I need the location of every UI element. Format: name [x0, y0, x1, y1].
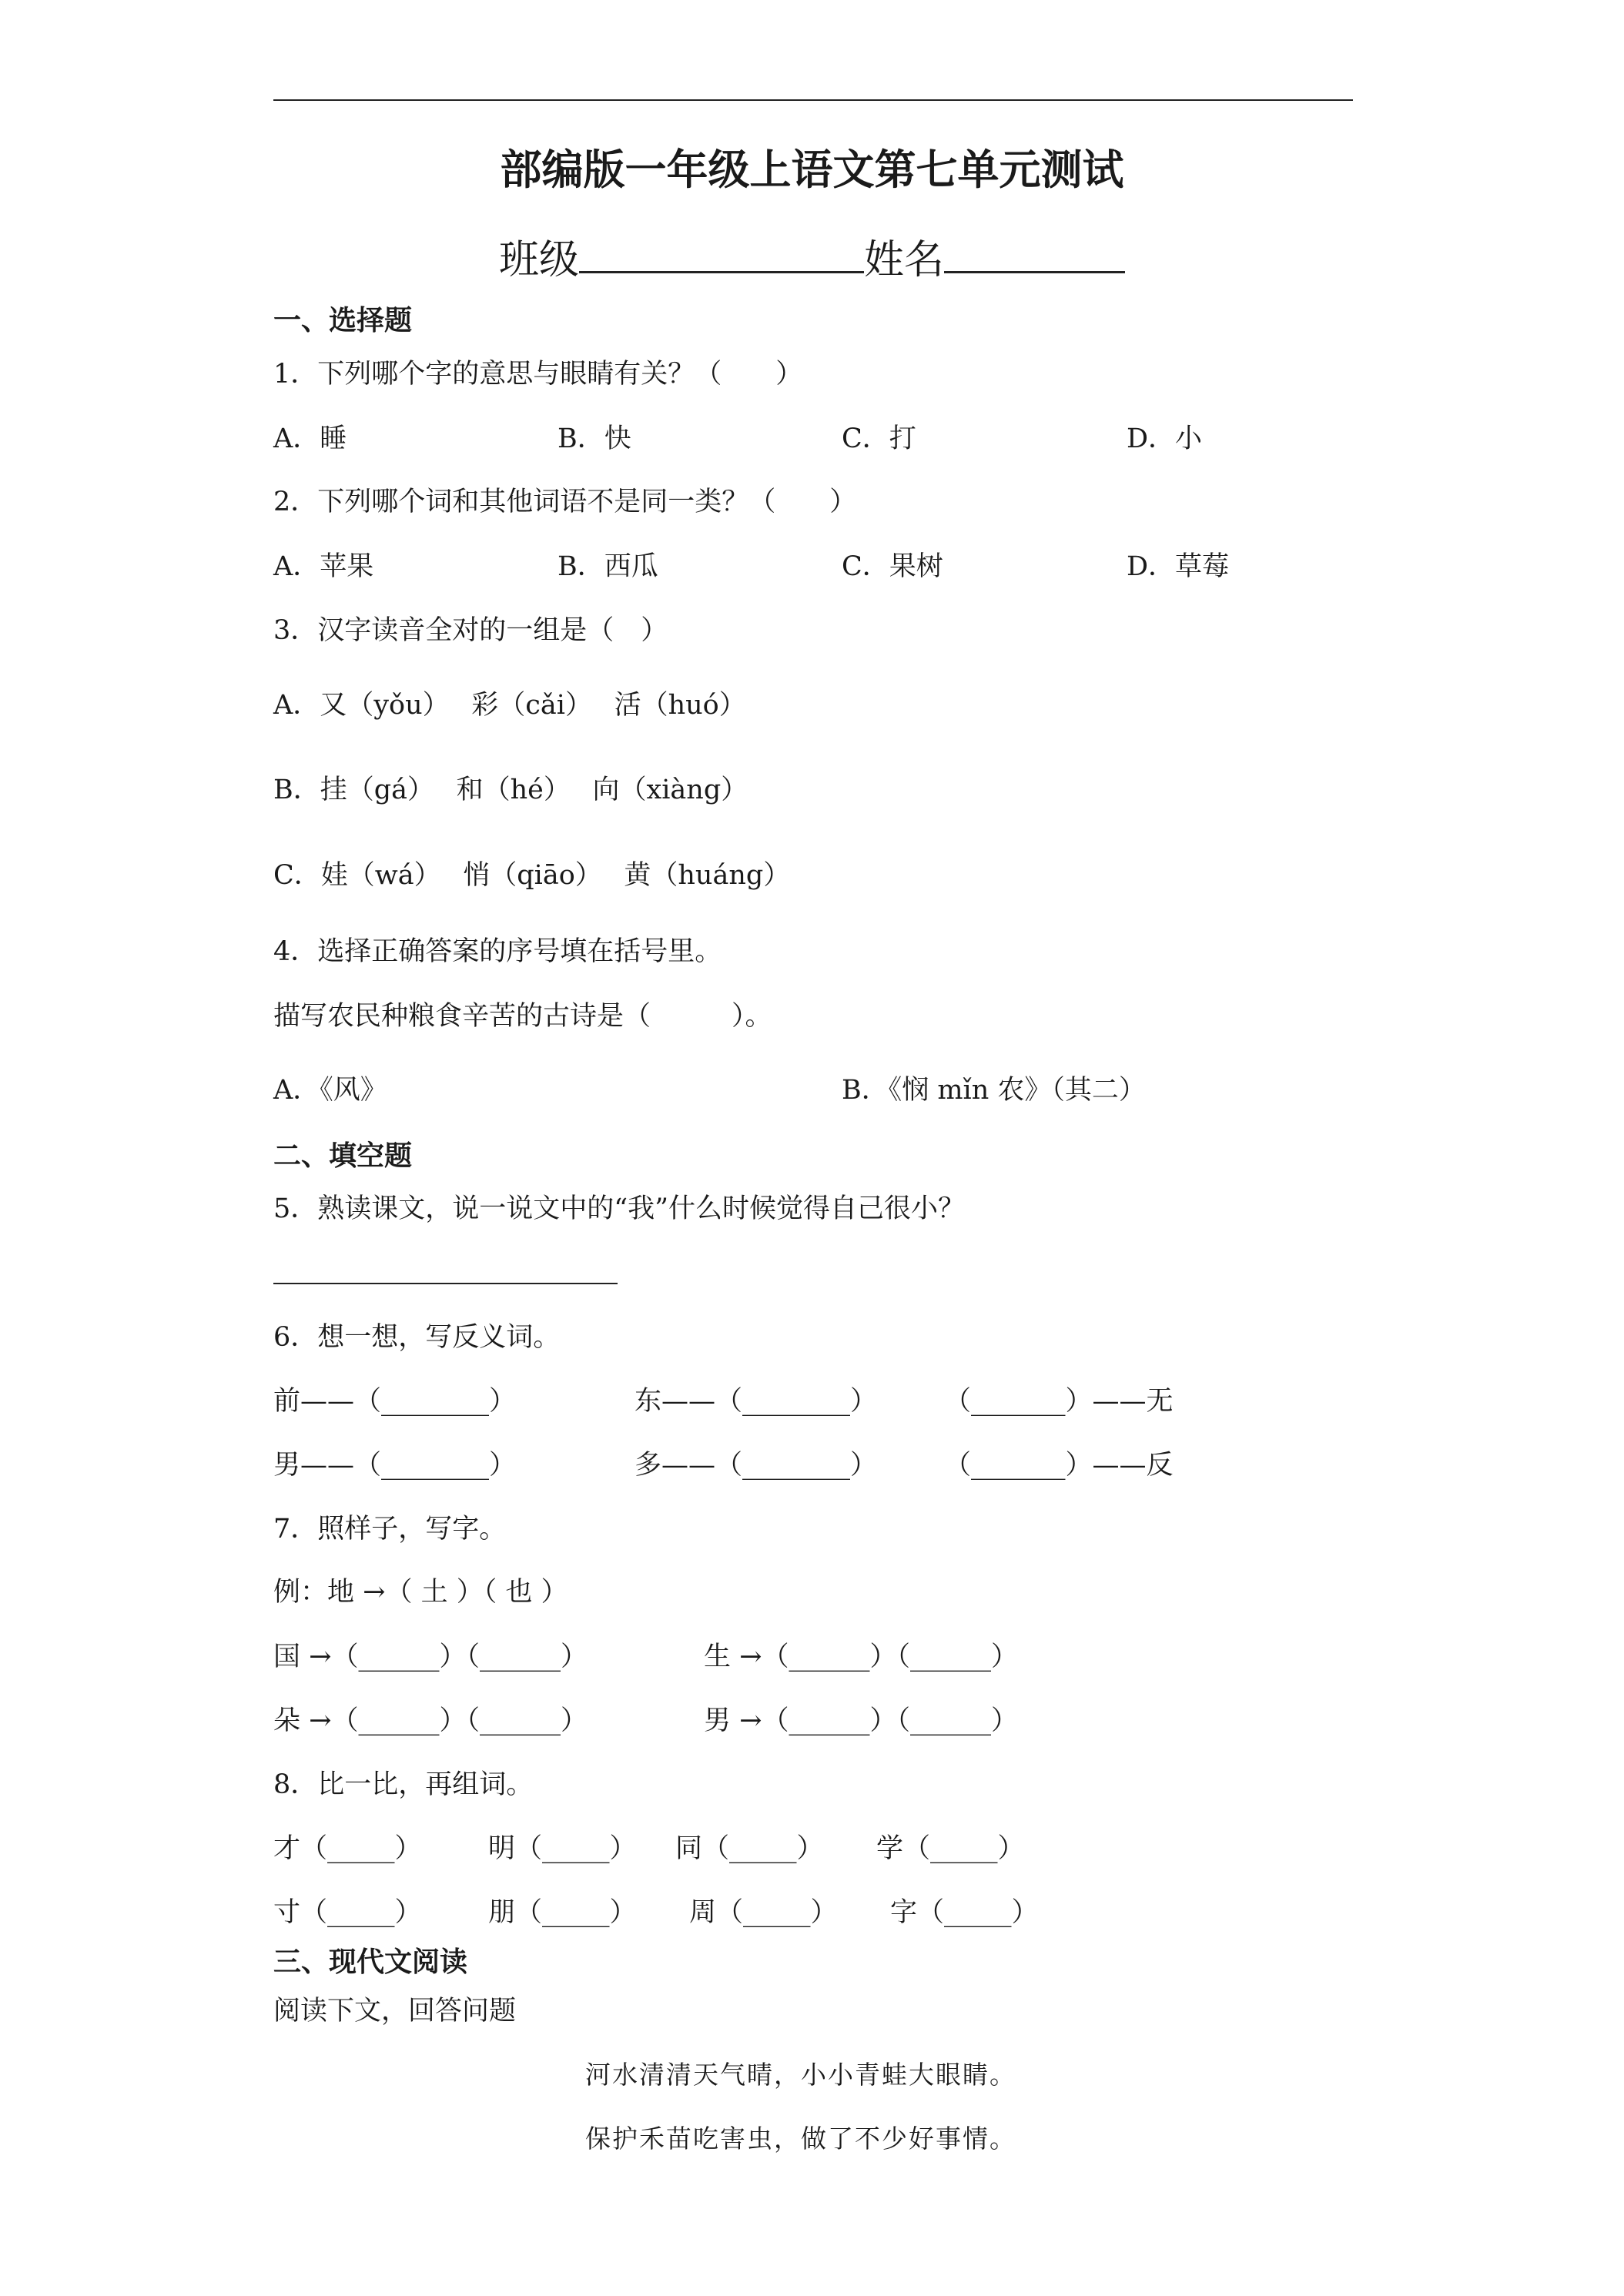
name-blank[interactable]	[944, 236, 1125, 273]
q6-row1-col3[interactable]: （_______）——无	[944, 1386, 1174, 1417]
section-choice: 一、选择题	[273, 305, 413, 336]
class-blank[interactable]	[579, 236, 864, 273]
reading-intro: 阅读下文，回答问题	[273, 1996, 517, 2027]
q3-option-c[interactable]: C．娃（wá） 悄（qiāo） 黄（huáng）	[273, 860, 791, 891]
q2-stem: 2．下列哪个词和其他词语不是同一类？（ ）	[273, 487, 857, 517]
q7-row1-col2[interactable]: 生 →（______）（______）	[704, 1642, 1018, 1672]
q8-r2-item[interactable]: 周（_____）	[689, 1897, 838, 1928]
q7-example: 例：地 →（ 土 ）（ 也 ）	[273, 1577, 568, 1608]
q6-row1-col1[interactable]: 前——（________）	[273, 1386, 517, 1417]
q6-row1-col2[interactable]: 东——（________）	[635, 1386, 878, 1417]
q8-r1-item[interactable]: 明（_____）	[488, 1833, 637, 1864]
q8-r1-item[interactable]: 才（_____）	[273, 1833, 422, 1864]
q6-stem: 6．想一想，写反义词。	[273, 1322, 561, 1353]
q1-option-c[interactable]: C．打	[842, 423, 916, 454]
q2-option-d[interactable]: D．草莓	[1127, 551, 1230, 582]
q7-row2-col2[interactable]: 男 →（______）（______）	[704, 1705, 1018, 1736]
q7-stem: 7．照样子，写字。	[273, 1514, 507, 1545]
q3-option-a[interactable]: A．又（yǒu） 彩（cǎi） 活（huó）	[273, 690, 746, 721]
q6-row2-col3[interactable]: （_______）——反	[944, 1450, 1174, 1481]
q1-option-a[interactable]: A．睡	[273, 423, 347, 454]
class-name-line	[0, 227, 1624, 285]
q1-option-d[interactable]: D．小	[1127, 423, 1203, 454]
poem-line-2: 保护禾苗吃害虫，做了不少好事情。	[585, 2124, 1016, 2154]
q8-r2-item[interactable]: 寸（_____）	[273, 1897, 422, 1928]
q8-stem: 8．比一比，再组词。	[273, 1769, 534, 1800]
q8-r1-item[interactable]: 学（_____）	[876, 1833, 1025, 1864]
q6-row2-col2[interactable]: 多——（________）	[635, 1450, 878, 1481]
class-label: 班级	[498, 237, 579, 283]
q8-r2-item[interactable]: 朋（_____）	[488, 1897, 637, 1928]
section-fill: 二、填空题	[273, 1140, 413, 1172]
q1-option-b[interactable]: B．快	[558, 423, 631, 454]
q5-answer-line[interactable]	[273, 1283, 618, 1284]
q4-stem: 4．选择正确答案的序号填在括号里。	[273, 936, 722, 967]
q2-option-c[interactable]: C．果树	[842, 551, 943, 582]
q8-r2-item[interactable]: 字（_____）	[890, 1897, 1039, 1928]
q5-stem: 5．熟读课文，说一说文中的“我”什么时候觉得自己很小？	[273, 1193, 966, 1224]
section-reading: 三、现代文阅读	[273, 1946, 468, 1978]
top-rule	[273, 99, 1353, 101]
q7-row2-col1[interactable]: 朵 →（______）（______）	[273, 1705, 588, 1736]
q2-option-a[interactable]: A．苹果	[273, 551, 374, 582]
q8-r1-item[interactable]: 同（_____）	[675, 1833, 824, 1864]
q4-sub: 描写农民种粮食辛苦的古诗是（ ）。	[273, 1001, 772, 1032]
q2-option-b[interactable]: B．西瓜	[558, 551, 658, 582]
q4-option-b[interactable]: B．《悯 mǐn 农》（其二）	[842, 1075, 1146, 1106]
q3-option-b[interactable]: B．挂（gá） 和（hé） 向（xiàng）	[273, 775, 748, 805]
q6-row2-col1[interactable]: 男——（________）	[273, 1450, 517, 1481]
page-title: 部编版一年级上语文第七单元测试	[500, 146, 1124, 194]
name-label: 姓名	[864, 237, 945, 283]
q4-option-a[interactable]: A．《风》	[273, 1075, 387, 1106]
q1-stem: 1．下列哪个字的意思与眼睛有关？（ ）	[273, 359, 803, 390]
q3-stem: 3．汉字读音全对的一组是（ ）	[273, 615, 668, 646]
poem-line-1: 河水清清天气晴，小小青蛙大眼睛。	[585, 2060, 1016, 2090]
q7-row1-col1[interactable]: 国 →（______）（______）	[273, 1642, 588, 1672]
